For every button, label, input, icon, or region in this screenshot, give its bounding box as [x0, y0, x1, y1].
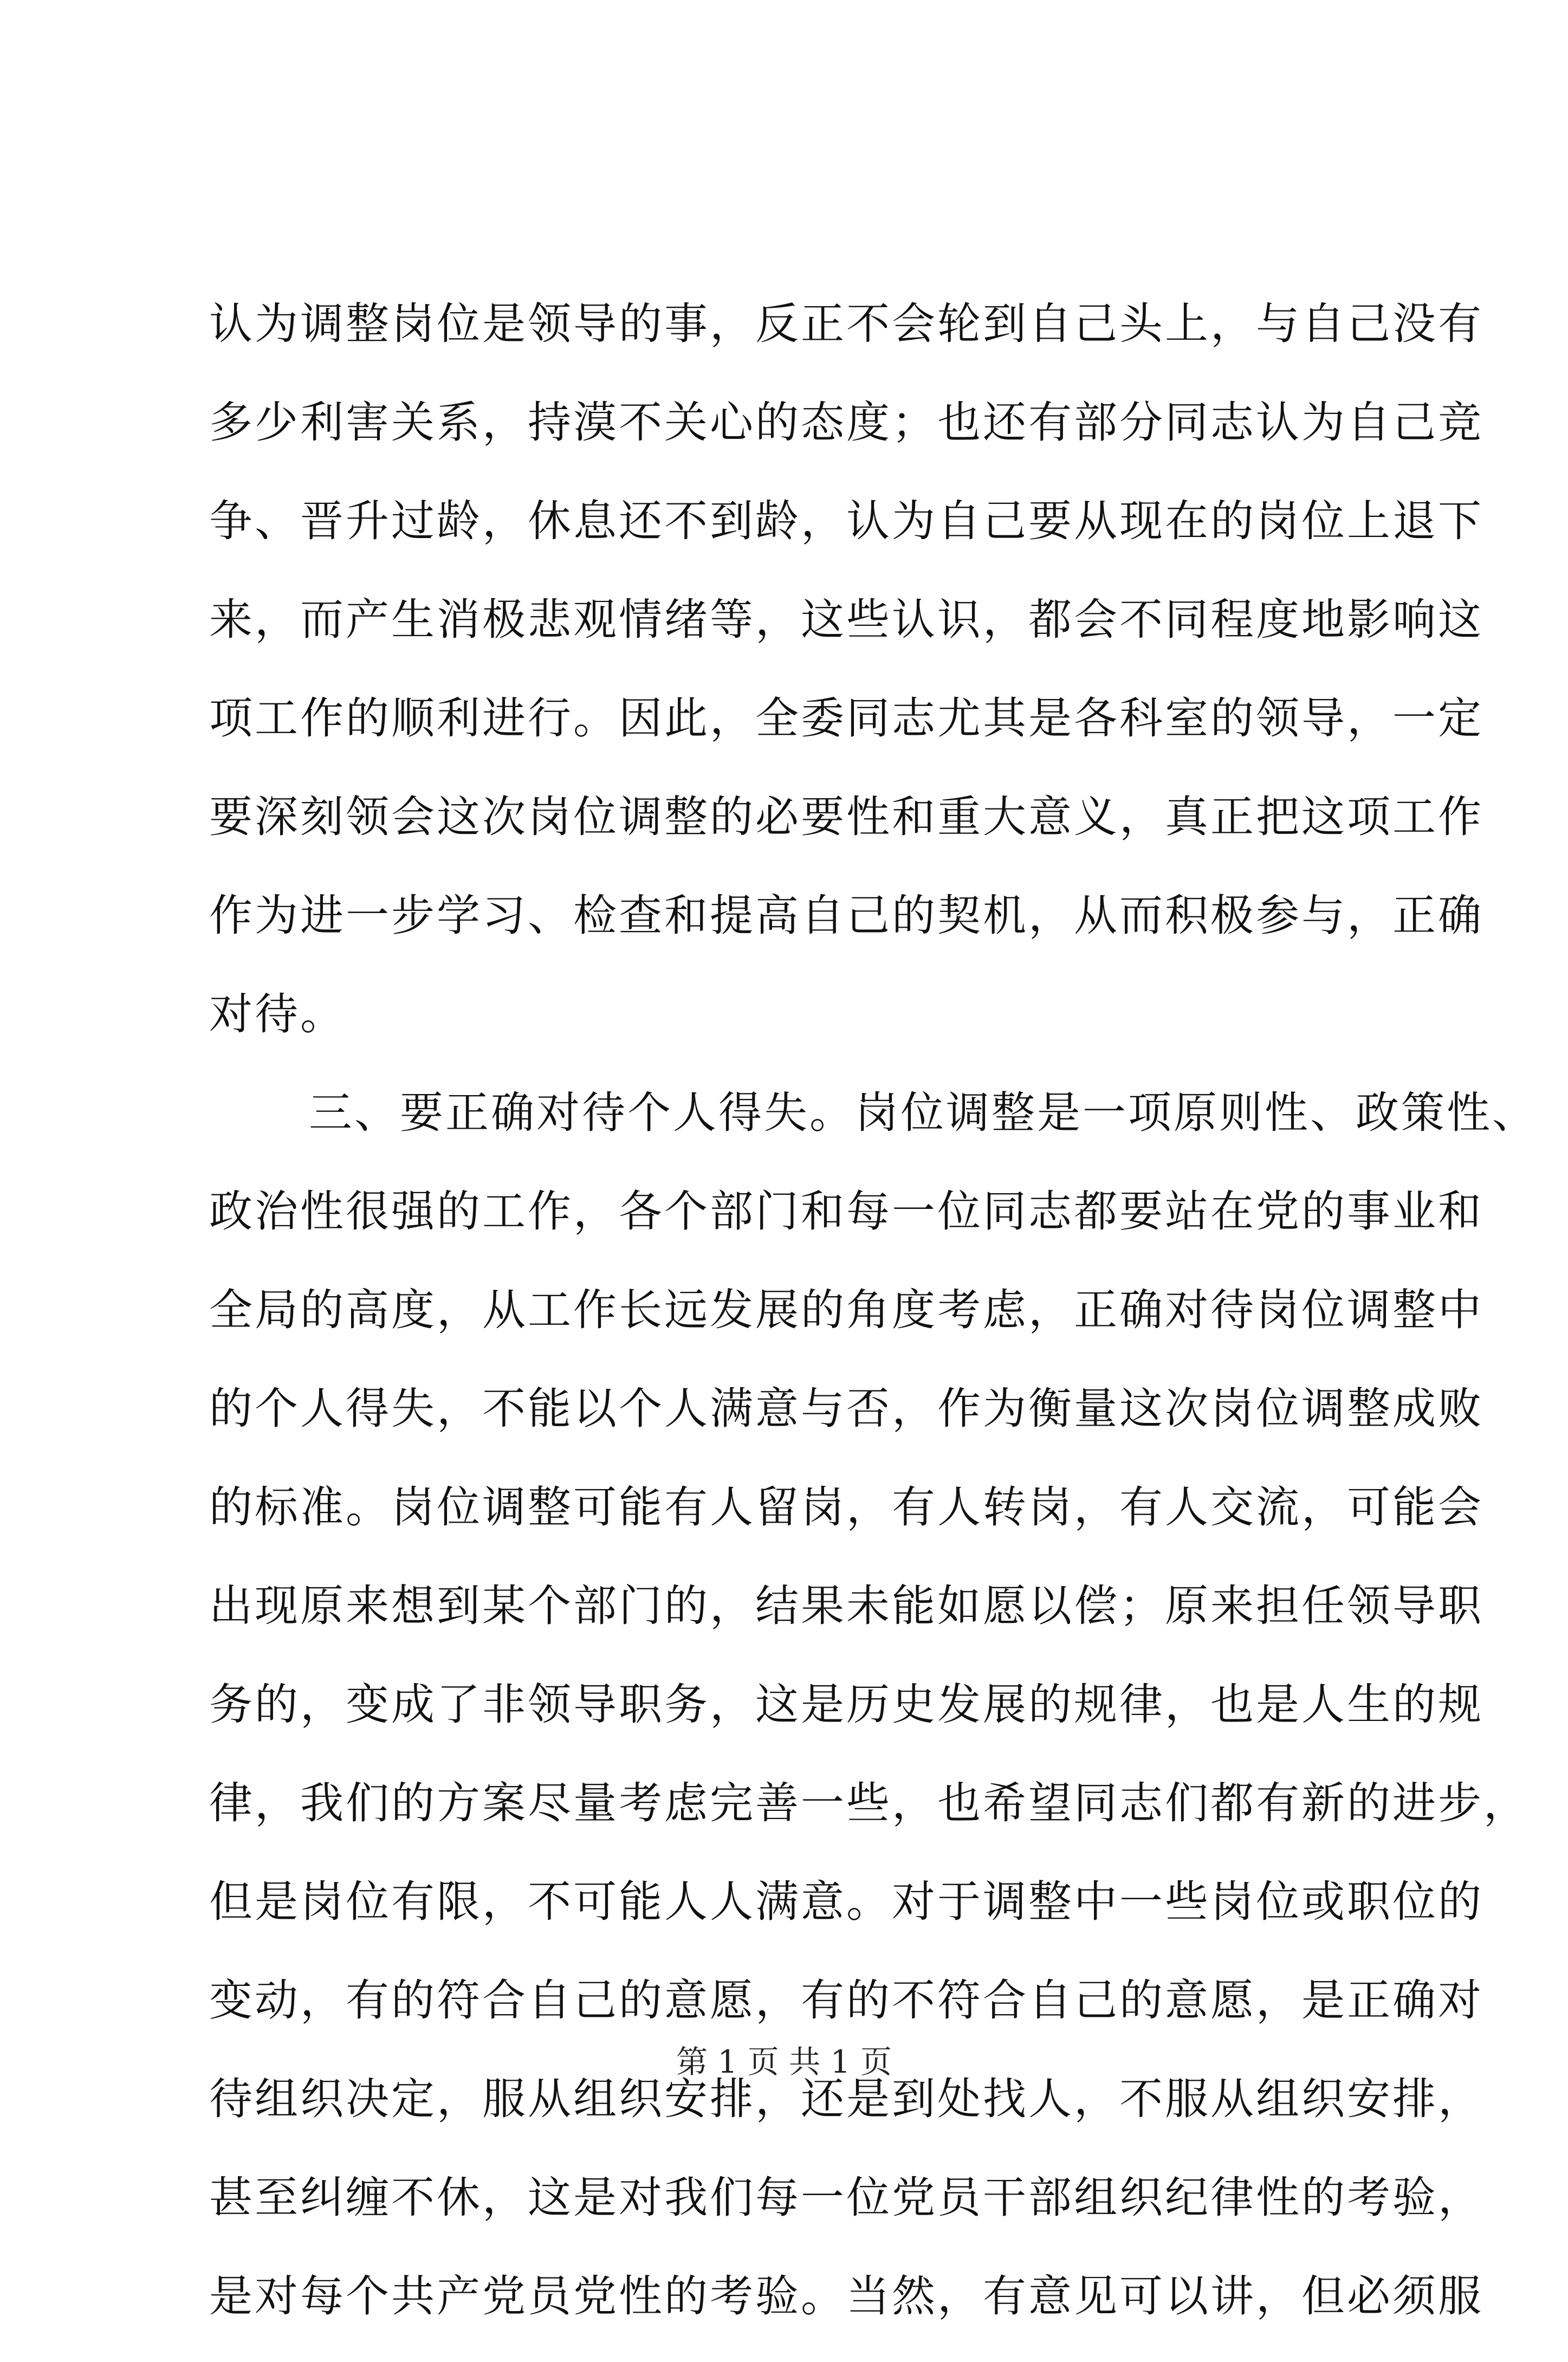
- text-line: 的个人得失，不能以个人满意与否，作为衡量这次岗位调整成败: [209, 1383, 1483, 1434]
- text-line: 全局的高度，从工作长远发展的角度考虑，正确对待岗位调整中: [209, 1285, 1483, 1335]
- text-line: 对待。: [209, 989, 346, 1039]
- text-line: 但是岗位有限，不可能人人满意。对于调整中一些岗位或职位的: [209, 1876, 1483, 1927]
- text-line: 变动，有的符合自己的意愿，有的不符合自己的意愿，是正确对: [209, 1975, 1483, 2026]
- section-heading-line: 三、要正确对待个人得失。岗位调整是一项原则性、政策性、: [309, 1088, 1538, 1138]
- text-line: 务的，变成了非领导职务，这是历史发展的规律，也是人生的规: [209, 1679, 1483, 1730]
- text-line: 律，我们的方案尽量考虑完善一些，也希望同志们都有新的进步，: [209, 1778, 1529, 1828]
- text-line: 政治性很强的工作，各个部门和每一位同志都要站在党的事业和: [209, 1186, 1483, 1237]
- text-line: 认为调整岗位是领导的事，反正不会轮到自己头上，与自己没有: [209, 299, 1483, 349]
- text-line: 是对每个共产党员党性的考验。当然，有意见可以讲，但必须服: [209, 2271, 1483, 2321]
- text-line: 待组织决定，服从组织安排，还是到处找人，不服从组织安排，: [209, 2074, 1483, 2124]
- text-line: 多少利害关系，持漠不关心的态度；也还有部分同志认为自己竞: [209, 397, 1483, 448]
- text-line: 作为进一步学习、检查和提高自己的契机，从而积极参与，正确: [209, 890, 1483, 941]
- text-line: 来，而产生消极悲观情绪等，这些认识，都会不同程度地影响这: [209, 594, 1483, 645]
- text-line: 项工作的顺利进行。因此，全委同志尤其是各科室的领导，一定: [209, 693, 1483, 743]
- text-line: 甚至纠缠不休，这是对我们每一位党员干部组织纪律性的考验，: [209, 2172, 1483, 2223]
- text-line: 争、晋升过龄，休息还不到龄，认为自己要从现在的岗位上退下: [209, 496, 1483, 546]
- text-line: 的标准。岗位调整可能有人留岗，有人转岗，有人交流，可能会: [209, 1482, 1483, 1532]
- text-line: 出现原来想到某个部门的，结果未能如愿以偿；原来担任领导职: [209, 1581, 1483, 1631]
- page-footer: 第 1 页 共 1 页: [676, 2043, 892, 2080]
- text-line: 要深刻领会这次岗位调整的必要性和重大意义，真正把这项工作: [209, 792, 1483, 842]
